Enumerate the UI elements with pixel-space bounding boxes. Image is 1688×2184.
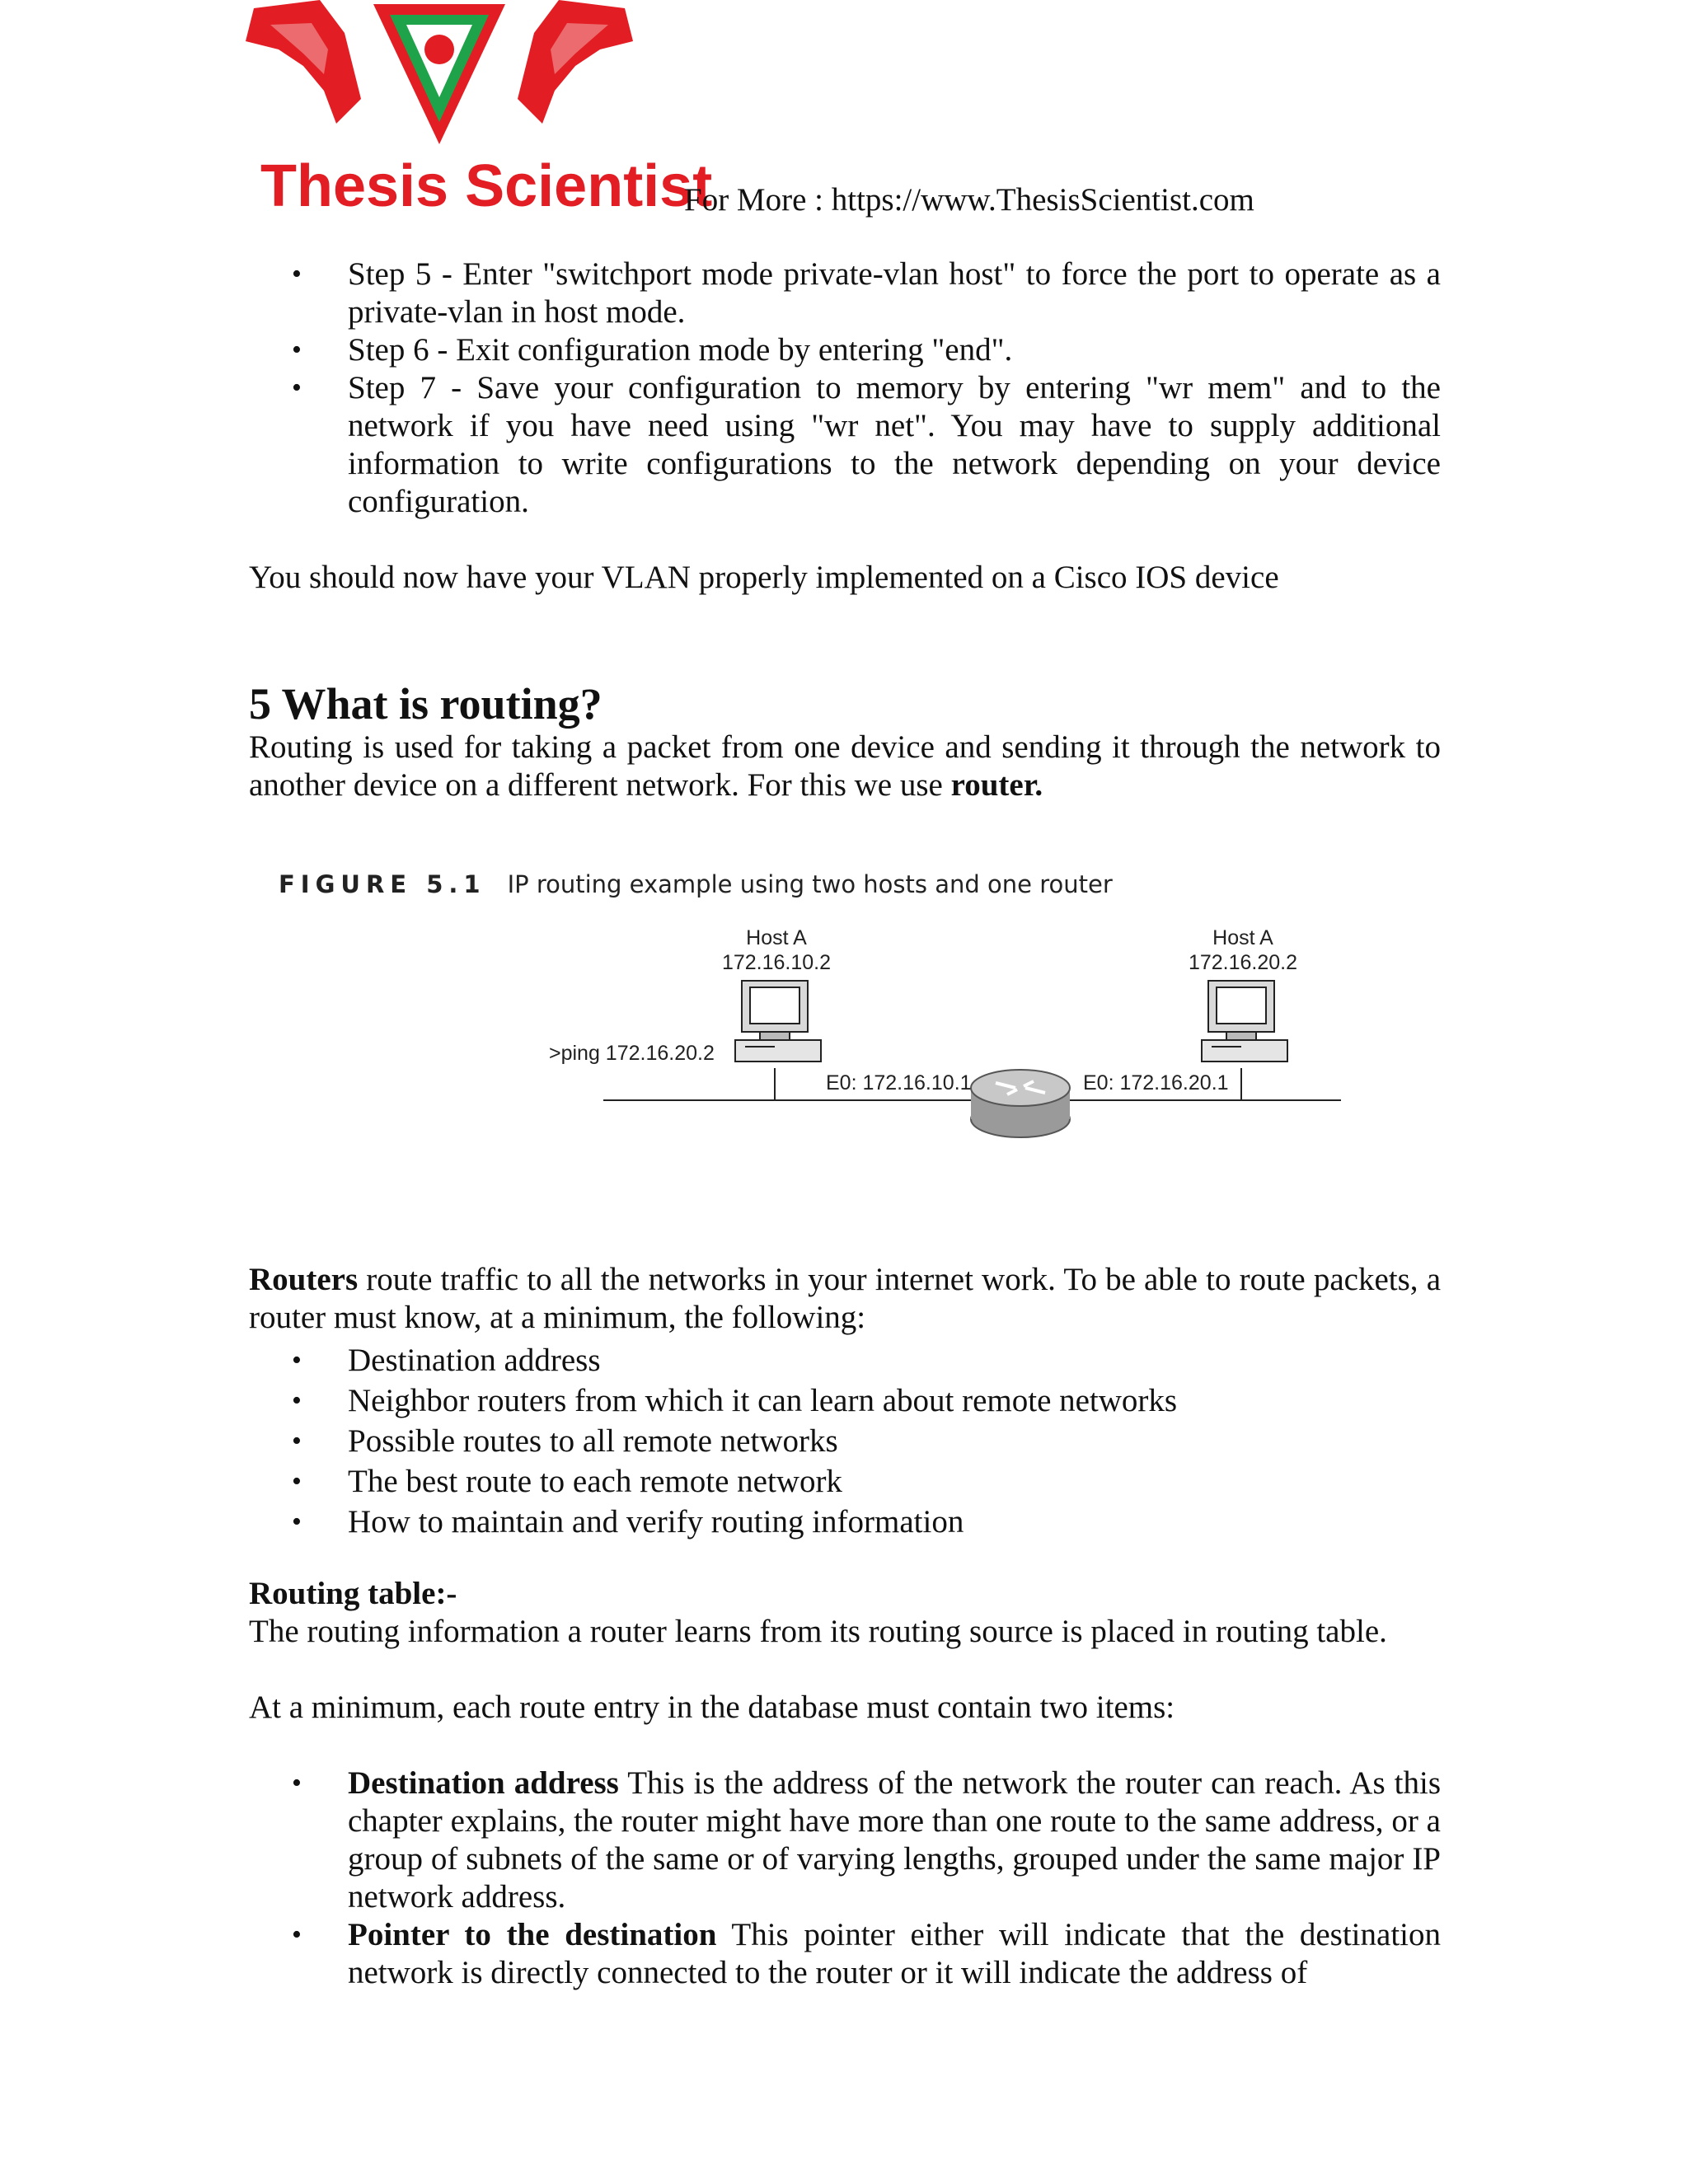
ping-command: >ping 172.16.20.2: [549, 1042, 715, 1065]
minimum-text: At a minimum, each route entry in the database must contain two items:: [249, 1690, 1175, 1725]
entry-term: Destination address: [348, 1765, 619, 1801]
router-knows-list: [249, 1340, 1441, 1542]
routing-table-text: The routing information a router learns from its routing source is placed in routing table.: [249, 1614, 1387, 1649]
routing-intro-bold: router.: [950, 767, 1043, 803]
left-interface: E0: 172.16.10.1: [826, 1071, 972, 1094]
thesis-scientist-logo: [246, 0, 713, 223]
vlan-conclusion: You should now have your VLAN properly implemented on a Cisco IOS device: [249, 560, 1279, 595]
computer-right-icon: [1202, 981, 1287, 1062]
entry-text: This is the address of the network the router can reach. As this chapter explains, the router might have more than one route to the same address, or a group of subnets of the same or of varying lengths, grouped under the same major IP network address.: [348, 1765, 1441, 1915]
list-item: • Step 5 - Enter "switchport mode private-vlan host" to force the port to operate as a private-vlan in host mode.: [348, 255, 1441, 331]
routing-intro-text: Routing is used for taking a packet from one device and sending it through the network to another device on a different network. For this we use: [249, 729, 1441, 803]
host-right-ip: 172.16.20.2: [1188, 951, 1298, 974]
right-interface: E0: 172.16.20.1: [1083, 1071, 1229, 1094]
host-right-name: Host A: [1212, 926, 1273, 949]
for-more-link[interactable]: For More : https://www.ThesisScientist.com: [684, 182, 1254, 218]
list-item: • Step 7 - Save your configuration to memory by entering "wr mem" and to the network if you have need using "wr net". You may have to supply additional information to write configurations to the network depending on your device configuration.: [348, 369, 1441, 521]
list-item: [348, 1916, 1441, 1992]
computer-left-icon: [735, 981, 821, 1062]
routers-paragraph: [249, 1261, 1441, 1337]
host-left-name: Host A: [746, 926, 807, 949]
figure-label: FIGURE 5.1: [279, 870, 486, 898]
entries-list: [249, 1765, 1441, 1992]
routing-intro: [249, 729, 1441, 804]
logo-wordmark: Thesis Scientist: [260, 153, 713, 219]
list-item: • Possible routes to all remote networks: [348, 1421, 1441, 1461]
routing-table-heading: [249, 1575, 1441, 1613]
routers-bold: Routers: [249, 1262, 359, 1297]
section-heading: 5 What is routing?: [249, 679, 603, 729]
host-left-ip: 172.16.10.2: [721, 951, 832, 974]
list-item: • Step 6 - Exit configuration mode by entering "end".: [348, 331, 1441, 369]
list-item: • Neighbor routers from which it can learn about remote networks: [348, 1380, 1441, 1421]
list-item: • How to maintain and verify routing information: [348, 1502, 1441, 1542]
router-icon: [971, 1070, 1070, 1137]
routing-table-heading-text: Routing table:-: [249, 1576, 457, 1611]
list-item: • The best route to each remote network: [348, 1461, 1441, 1502]
steps-list: [249, 255, 1441, 521]
entry-term: Pointer to the destination: [348, 1917, 717, 1952]
network-diagram: [249, 898, 1441, 1187]
figure-5-1: [249, 865, 1441, 1187]
routers-text: route traffic to all the networks in your internet work. To be able to route packets, a router must know, at a minimum, the following:: [249, 1262, 1442, 1335]
list-item: [348, 1765, 1441, 1916]
page-content: [249, 255, 1441, 1992]
figure-caption-text: IP routing example using two hosts and one router: [507, 870, 1113, 898]
list-item: • Destination address: [348, 1340, 1441, 1380]
entry-text: This pointer either will indicate that the destination network is directly connected to the router or it will indicate the address of: [348, 1917, 1441, 1990]
